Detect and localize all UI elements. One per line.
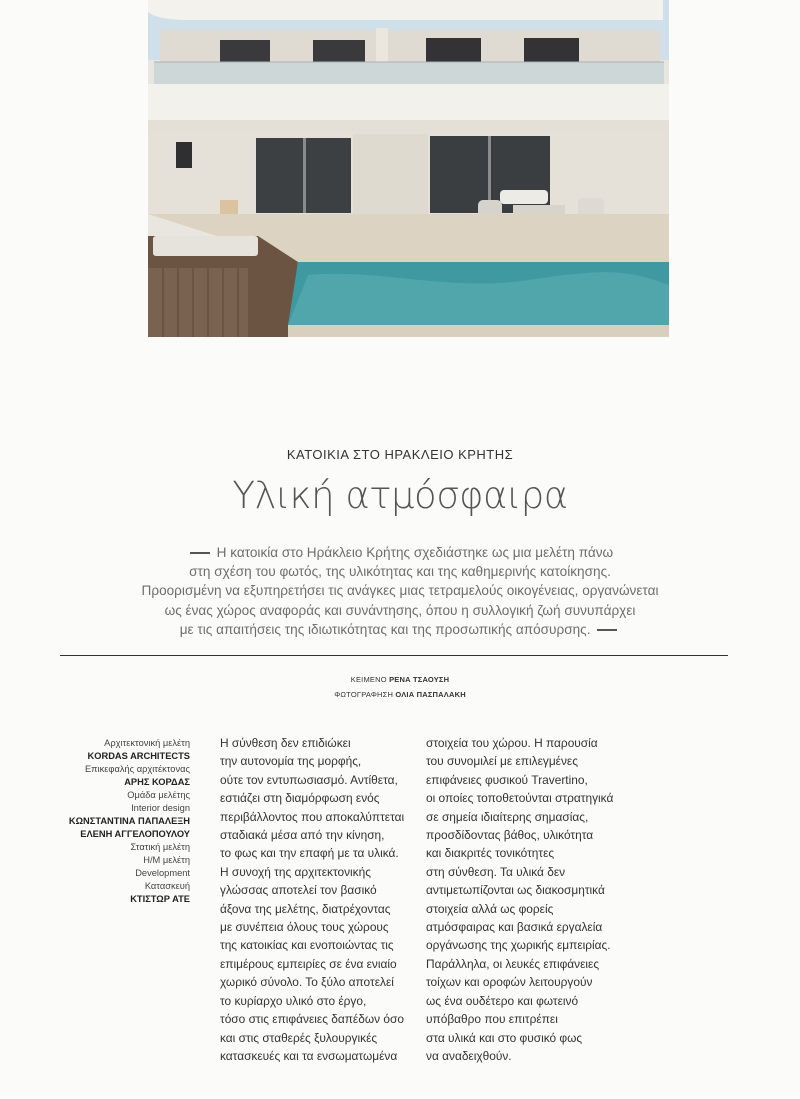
body-text-line: της κατοικίας και ενοποιώντας τις: [220, 938, 394, 953]
sidebar-credit-line: Development: [135, 868, 190, 878]
body-text-line: αντιμετωπίζονται ως διακοσμητικά: [426, 883, 605, 898]
sidebar-credit-line: KORDAS ARCHITECTS: [87, 751, 190, 761]
sidebar-credit-line: ΚΤΙΣΤΩΡ ΑΤΕ: [130, 894, 190, 904]
sidebar-credit-line: Αρχιτεκτονική μελέτη: [104, 738, 190, 748]
lead-open-dash: [190, 552, 210, 554]
body-text-line: επιφάνειες φυσικού Travertino,: [426, 772, 588, 787]
body-text-line: υπόβαθρο που επιτρέπει: [426, 1012, 558, 1027]
body-text-line: και στις σταθερές ξυλουργικές: [220, 1030, 378, 1045]
body-text-line: οργάνωσης της χωρικής εμπειρίας.: [426, 938, 611, 953]
sidebar-credit-line: Επικεφαλής αρχιτέκτονας: [84, 764, 190, 774]
body-text-line: σε σημεία ιδιαίτερης σημασίας,: [426, 809, 589, 824]
body-text-line: επιμέρους εμπειρίες σε ένα ενιαίο: [220, 956, 397, 971]
body-text-line: τόσο στις επιφάνειες δαπέδων όσο: [220, 1012, 404, 1027]
body-text-line: Η σύνθεση δεν επιδιώκει: [220, 736, 351, 750]
lead-line: στη σχέση του φωτός, της υλικότητας και της καθημερινής κατοίκησης.: [189, 564, 611, 580]
body-text-line: προσδίδοντας βάθος, υλικότητα: [426, 828, 594, 843]
body-text-line: στοιχεία αλλά ως φορείς: [426, 901, 554, 916]
body-text-line: ατμόσφαιρας και βασικά εργαλεία: [426, 920, 603, 935]
photo-credit-label: ΦΩΤΟΓΡΑΦΗΣΗ: [334, 690, 394, 699]
body-text-line: τοίχων και οροφών λειτουργούν: [426, 975, 593, 990]
body-text-line: του συνομιλεί με επιλεγμένες: [426, 754, 578, 769]
house-pool-illustration: [148, 0, 669, 337]
body-text-line: οι οποίες τοποθετούνται στρατηγικά: [426, 791, 614, 806]
body-column-2: [426, 734, 613, 1065]
body-text-line: άξονα της μελέτης, διατρέχοντας: [220, 901, 391, 916]
body-text-line: χωρικό σύνολο. Το ξύλο αποτελεί: [220, 975, 394, 990]
text-credit-name: ΡΕΝΑ ΤΣΑΟΥΣΗ: [389, 675, 450, 684]
section-divider: [60, 655, 728, 656]
body-text-line: Παράλληλα, οι λευκές επιφάνειες: [426, 956, 600, 971]
body-text-line: κατασκευές και τα ενσωματωμένα: [220, 1048, 398, 1063]
body-text-line: το κυρίαρχο υλικό στο έργο,: [220, 993, 367, 1008]
body-text-line: στη σύνθεση. Τα υλικά δεν: [426, 864, 566, 879]
body-text-line: γλώσσας αποτελεί τον βασικό: [220, 883, 377, 898]
body-text-line: Η συνοχή της αρχιτεκτονικής: [220, 864, 371, 879]
project-credits-sidebar: [69, 737, 190, 906]
article-title: Υλική ατμόσφαιρα: [232, 474, 568, 517]
body-text-line: εστιάζει στη διαμόρφωση ενός: [220, 791, 380, 806]
body-text-line: με συνέπεια όλους τους χώρους: [220, 920, 389, 935]
sidebar-credit-line: Ομάδα μελέτης: [127, 790, 190, 800]
lead-line: Η κατοικία στο Ηράκλειο Κρήτης σχεδιάστηκε ως μια μελέτη πάνω: [216, 545, 614, 560]
body-text-line: το φως και την επαφή με τα υλικά.: [220, 846, 399, 861]
body-text-line: την αυτονομία της μορφής,: [220, 754, 362, 769]
body-text-line: περιβάλλοντος που αποκαλύπτεται: [220, 809, 405, 824]
body-text-line: στοιχεία του χώρου. Η παρουσία: [426, 736, 598, 750]
body-text-line: σταδιακά μέσα από την κίνηση,: [220, 828, 385, 843]
sidebar-credit-line: ΕΛΕΝΗ ΑΓΓΕΛΟΠΟΥΛΟΥ: [80, 829, 190, 839]
house-pool-photo: [148, 0, 669, 337]
body-text-line: και διακριτές τονικότητες: [426, 846, 555, 861]
sidebar-credit-line: ΚΩΝΣΤΑΝΤΙΝΑ ΠΑΠΑΛΕΞΗ: [68, 816, 190, 826]
body-text-line: ως ένα ουδέτερο και φωτεινό: [426, 993, 579, 1008]
article-credits: [0, 672, 800, 702]
article-lead: [90, 543, 710, 639]
lead-line: ως ένας χώρος αναφοράς και συνάντησης, όπου η συλλογική ζωή συνυπάρχει: [164, 602, 636, 618]
body-text-line: ούτε τον εντυπωσιασμό. Αντίθετα,: [220, 772, 398, 787]
body-text-line: στα υλικά και στο φυσικό φως: [426, 1030, 583, 1045]
sidebar-credit-line: Interior design: [131, 803, 190, 813]
sidebar-credit-line: Η/Μ μελέτη: [143, 855, 190, 865]
lead-line: με τις απαιτήσεις της ιδιωτικότητας και της προσωπικής απόσυρσης.: [179, 621, 591, 637]
body-text-line: να αναδειχθούν.: [426, 1048, 512, 1063]
sidebar-credit-line: ΑΡΗΣ ΚΟΡΔΑΣ: [124, 777, 190, 787]
article-kicker: ΚΑΤΟΙΚΙΑ ΣΤΟ ΗΡΑΚΛΕΙΟ ΚΡΗΤΗΣ: [286, 447, 514, 462]
sidebar-credit-line: Κατασκευή: [144, 881, 190, 891]
lead-close-dash: [597, 629, 617, 631]
lead-line: Προορισμένη να εξυπηρετήσει τις ανάγκες μιας τετραμελούς οικογένειας, οργανώνεται: [141, 583, 659, 599]
text-credit-label: ΚΕΙΜΕΝΟ: [350, 675, 387, 684]
body-column-1: [220, 734, 404, 1065]
sidebar-credit-line: Στατική μελέτη: [130, 842, 190, 852]
photo-credit-name: ΟΛΙΑ ΠΑΣΠΑΛΑΚΗ: [395, 690, 466, 699]
